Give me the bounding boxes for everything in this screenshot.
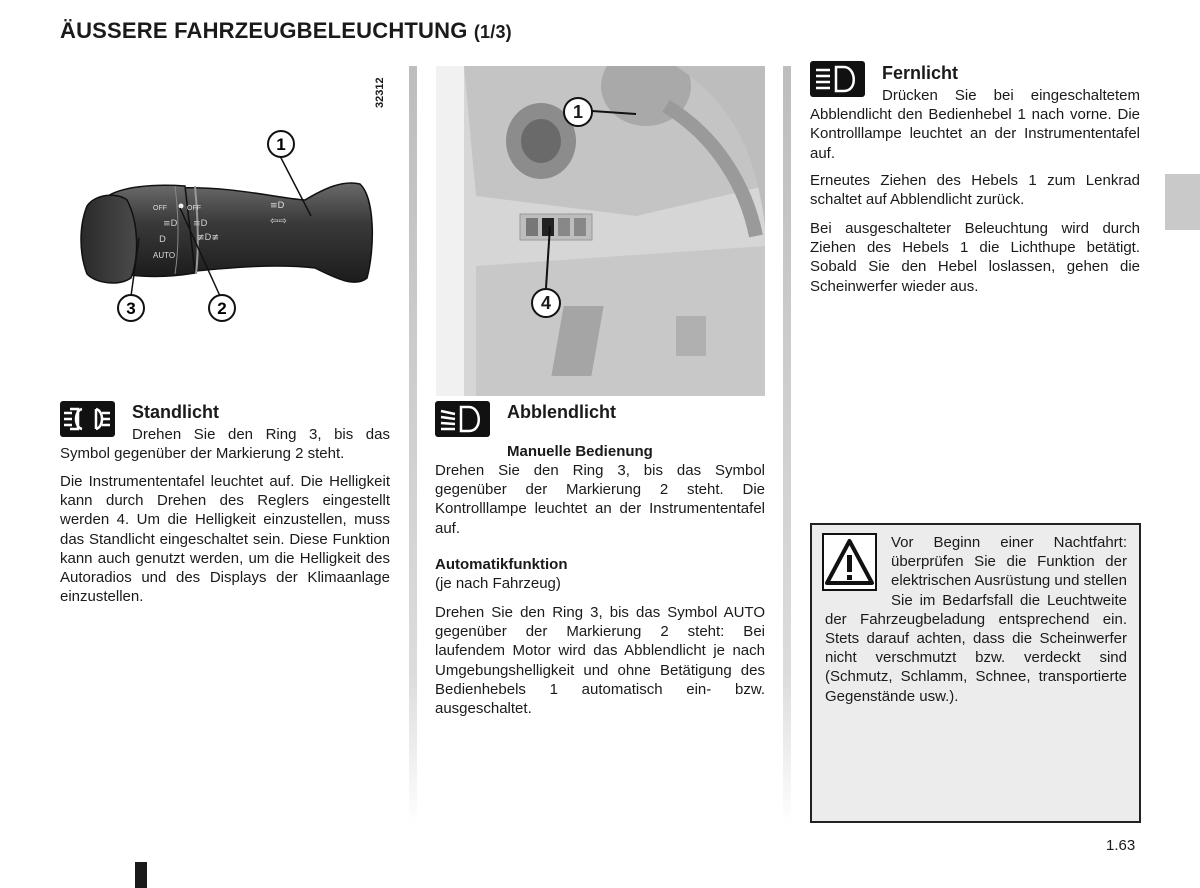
svg-text:D: D (159, 235, 166, 245)
lever-callout-2: 2 (217, 299, 227, 318)
fernlicht-lead (810, 86, 1140, 163)
warning-text-content: Vor Beginn einer Nachtfahrt: überprüfen Sie die Funktion der elektrischen Ausrüstung und stellen Sie im Bedarfsfall die Leuchtweite der Fahrzeugbeladung entsprechend ein. Stets darauf achten, dass die Scheinwerfer nicht verschmutzt bzw. verdeckt sind (Schmutz, Schlamm, Schnee, transportierte Gegenstände usw.). (825, 534, 1127, 705)
svg-text:≡D: ≡D (193, 219, 208, 229)
photo-callout-4: 4 (531, 288, 561, 318)
manual-text: Drehen Sie den Ring 3, bis das Symbol gegenüber der Markierung 2 steht. Die Kontrolllampe leuchtet an der Instrumententafel auf. (435, 462, 765, 537)
abblendlicht-title: Abblendlicht (507, 402, 616, 422)
lever-label-off-1: OFF (153, 205, 167, 212)
page-title (60, 18, 512, 44)
standlicht-body: Die Instrumententafel leuchtet auf. Die Helligkeit kann durch Drehen des Reglers eingestellt werden 4. Um die Helligkeit einzustellen, muss das Standlicht eingeschaltet sein. Diese Funktion kann auch genutzt werden, um die Helligkeit des Autoradios und des Displays der Klimaanlage einzustellen. (60, 473, 390, 606)
auto-note: (je nach Fahrzeug) (435, 575, 561, 592)
page-title-text: ÄUSSERE FAHRZEUGBELEUCHTUNG (60, 18, 468, 43)
standlicht-lead-text: Drehen Sie den Ring 3, bis das Symbol gegenüber der Markierung 2 steht. (60, 426, 390, 463)
section-tab (1165, 174, 1200, 230)
lever-callout-1: 1 (276, 135, 286, 154)
column-divider-right (783, 66, 791, 826)
auto-text: Drehen Sie den Ring 3, bis das Symbol AUTO gegenüber der Markierung 2 steht: Bei laufendem Motor wird das Abblendlicht je nach Umgebungshelligkeit und ohne Betätigung des Bedienhebels 1 automatisch ein- bzw. ausgeschaltet. (435, 604, 765, 718)
page-number: 1.63 (1106, 837, 1136, 854)
lever-label-off-2: OFF (187, 205, 201, 212)
low-beam-icon (435, 401, 490, 437)
lever-label-auto: AUTO (153, 251, 176, 260)
fernlicht-para2: Erneutes Ziehen des Hebels 1 zum Lenkrad schaltet auf Abblendlicht zurück. (810, 172, 1140, 209)
standlicht-title: Standlicht (132, 402, 220, 422)
photo-callout-1: 1 (563, 97, 593, 127)
fernlicht-para3: Bei ausgeschalteter Beleuchtung wird durch Ziehen des Hebels 1 die Lichthupe betätigt. Sobald Sie den Hebel loslassen, gehen die Scheinwerfer wieder aus. (810, 220, 1140, 295)
fernlicht-lead-text: Drücken Sie bei eingeschaltetem Abblendlicht den Bedienhebel 1 nach vorne. Die Kontrolllampe leuchtet an der Instrumententafel auf. (810, 87, 1140, 162)
page-part: (1/3) (473, 22, 512, 42)
manual-heading: Manuelle Bedienung (507, 443, 653, 460)
warning-box (810, 523, 1141, 823)
fernlicht-title: Fernlicht (882, 63, 959, 83)
svg-text:≡D: ≡D (163, 219, 178, 229)
standlicht-lead (60, 425, 390, 463)
svg-text:≢D≢: ≢D≢ (197, 233, 220, 243)
warning-text (825, 533, 1127, 706)
column-divider-left (409, 66, 417, 826)
figure-number: 32312 (374, 77, 386, 108)
light-lever-illustration (75, 128, 385, 328)
print-mark (135, 862, 147, 888)
ring-marker (179, 204, 184, 209)
auto-heading: Automatikfunktion (435, 556, 568, 573)
svg-text:≡D: ≡D (270, 201, 285, 211)
lever-callout-3: 3 (126, 299, 136, 318)
svg-text:⇦⇨: ⇦⇨ (270, 216, 287, 227)
dashboard-photo (436, 66, 765, 396)
